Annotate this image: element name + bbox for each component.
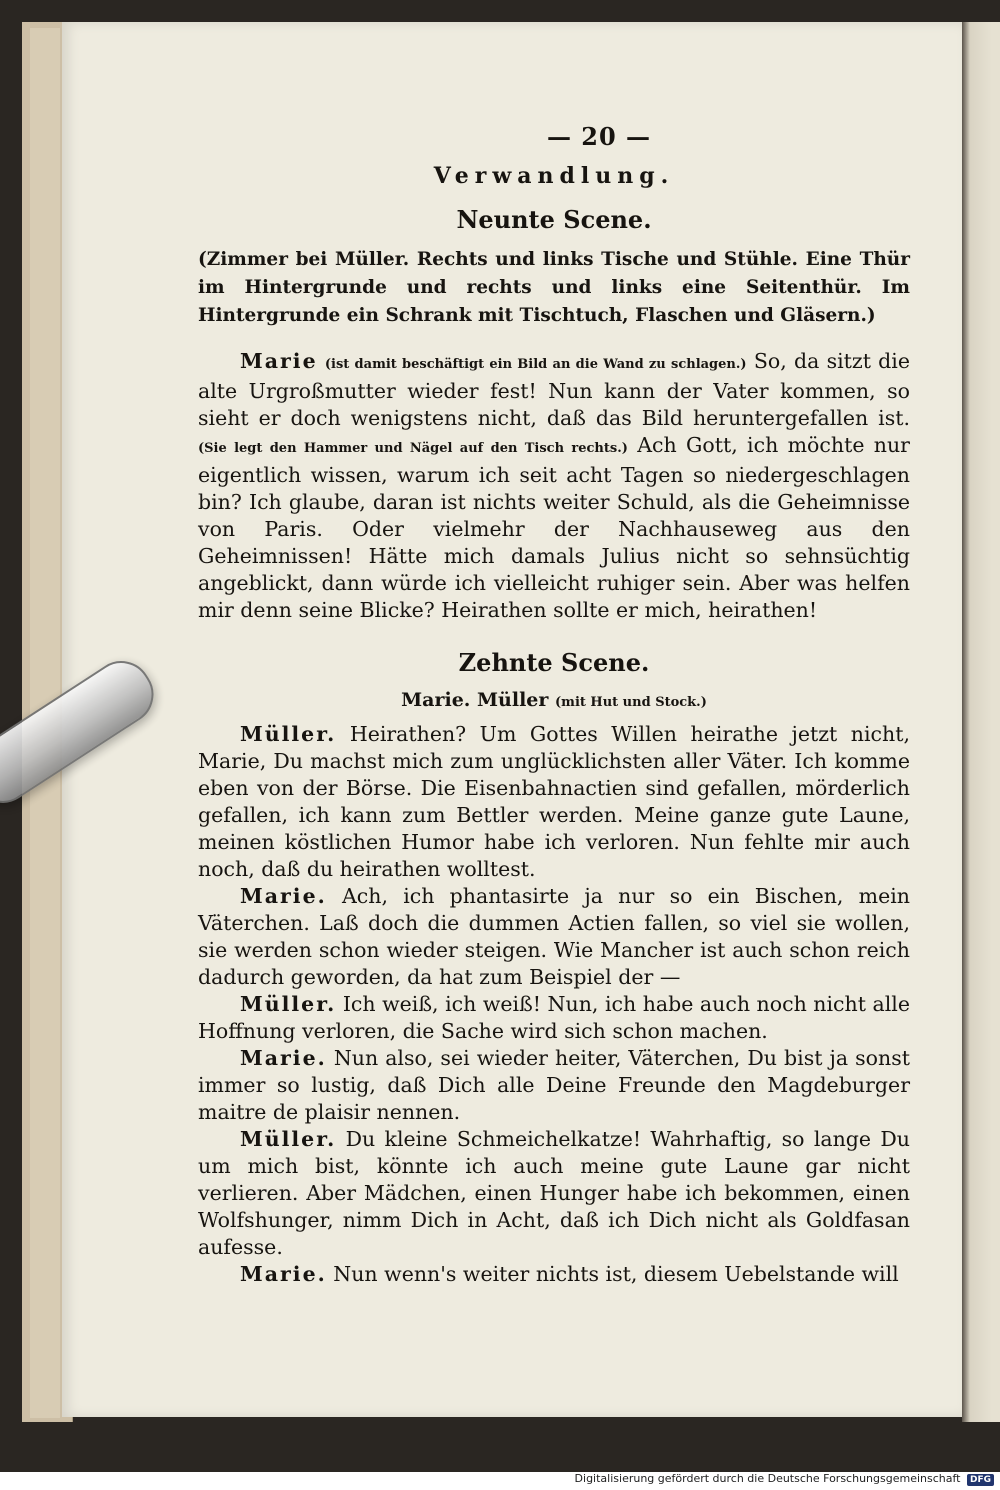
speaker-label: Müller. <box>240 1127 337 1151</box>
dialogue-text: Nun also, sei wieder heiter, Väterchen, Du bist ja sonst immer so lustig, daß Dich alle Deine Freunde den Magdeburger maitre de plaisir nennen. <box>198 1046 910 1124</box>
stage-direction-inline: (ist damit beschäftigt ein Bild an die Wand zu schlagen.) <box>324 357 747 372</box>
cast-names: Marie. Müller <box>401 689 549 711</box>
transformation-heading: Verwandlung. <box>433 163 675 189</box>
scene-9-title: Neunte Scene. <box>456 205 652 234</box>
credit-text: Digitalisierung gefördert durch die Deutsche Forschungsgemeinschaft <box>574 1472 961 1485</box>
dialogue-line <box>198 1045 910 1126</box>
dialogue-line <box>198 1261 910 1288</box>
cast-direction: (mit Hut und Stock.) <box>555 695 707 710</box>
dfg-logo: DFG <box>967 1474 994 1486</box>
dialogue-text: Du kleine Schmeichelkatze! Wahrhaftig, so lange Du um mich bist, könnte ich auch meine gute Laune gar nicht verlieren. Aber Mädchen, einen Hunger habe ich bekommen, einen Wolfshunger, nimm Dich in Acht, daß ich Dich nicht als Goldfasan aufesse. <box>198 1127 910 1259</box>
speaker-label: Müller. <box>240 722 337 746</box>
next-page-edge <box>962 22 1000 1422</box>
speaker-label: Müller. <box>240 992 337 1016</box>
dialogue-text: Ach, ich phantasirte ja nur so ein Bischen, mein Väterchen. Laß doch die dummen Actien fallen, so viel sie wollen, sie werden schon wieder steigen. Wie Mancher ist auch schon reich dadurch geworden, da hat zum Beispiel der — <box>198 884 910 989</box>
speaker-label: Marie. <box>240 1046 327 1070</box>
speaker-label: Marie. <box>240 1262 327 1286</box>
scene-9-stage-direction: (Zimmer bei Müller. Rechts und links Tische und Stühle. Eine Thür im Hintergrunde und rechts und links eine Seitenthür. Im Hintergrunde ein Schrank mit Tischtuch, Flaschen und Gläsern.) <box>198 249 910 326</box>
speaker-label: Marie <box>240 349 318 373</box>
dialogue-line <box>198 883 910 991</box>
page-number: — 20 — <box>546 122 652 151</box>
dialogue-text: Ach Gott, ich möchte nur eigentlich wissen, warum ich seit acht Tagen so niedergeschlagen bin? Ich glaube, daran ist nichts weiter Schuld, als die Geheimnisse von Paris. Oder vielmehr der Nachhauseweg aus den Geheimnissen! Hätte mich damals Julius nicht so sehnsüchtig angeblickt, dann würde ich vielleicht ruhiger sein. Aber was helfen mir denn seine Blicke? Heirathen sollte er mich, heirathen! <box>198 433 910 622</box>
dialogue-text: Ich weiß, ich weiß! Nun, ich habe auch noch nicht alle Hoffnung verloren, die Sache wird sich schon machen. <box>198 992 910 1043</box>
dialogue-text: So, da sitzt die alte Urgroßmutter wieder fest! Nun kann der Vater kommen, so sieht er doch wenigstens nicht, daß das Bild heruntergefallen ist. <box>198 349 910 430</box>
stage-direction-inline: (Sie legt den Hammer und Nägel auf den Tisch rechts.) <box>198 441 628 456</box>
dialogue-text: Nun wenn's weiter nichts ist, diesem Uebelstande will <box>333 1262 899 1286</box>
scene-9-monologue <box>198 348 910 624</box>
scene-10-title: Zehnte Scene. <box>458 648 650 677</box>
page-text <box>198 122 910 1288</box>
dialogue-line <box>198 1126 910 1261</box>
digitization-credit <box>575 1472 994 1486</box>
dialogue-line <box>198 721 910 883</box>
speaker-label: Marie. <box>240 884 327 908</box>
scene-10-cast <box>198 689 910 711</box>
dialogue-line <box>198 991 910 1045</box>
dialogue-text: Heirathen? Um Gottes Willen heirathe jetzt nicht, Marie, Du machst mich zum unglücklichsten aller Väter. Ich komme eben von der Börse. Die Eisenbahnactien sind gefallen, mörderlich gefallen, ich kann zum Bettler werden. Meine ganze gute Laune, meinen köstlichen Humor habe ich verloren. Nun fehlte mir auch noch, daß du heirathen wolltest. <box>198 722 910 881</box>
